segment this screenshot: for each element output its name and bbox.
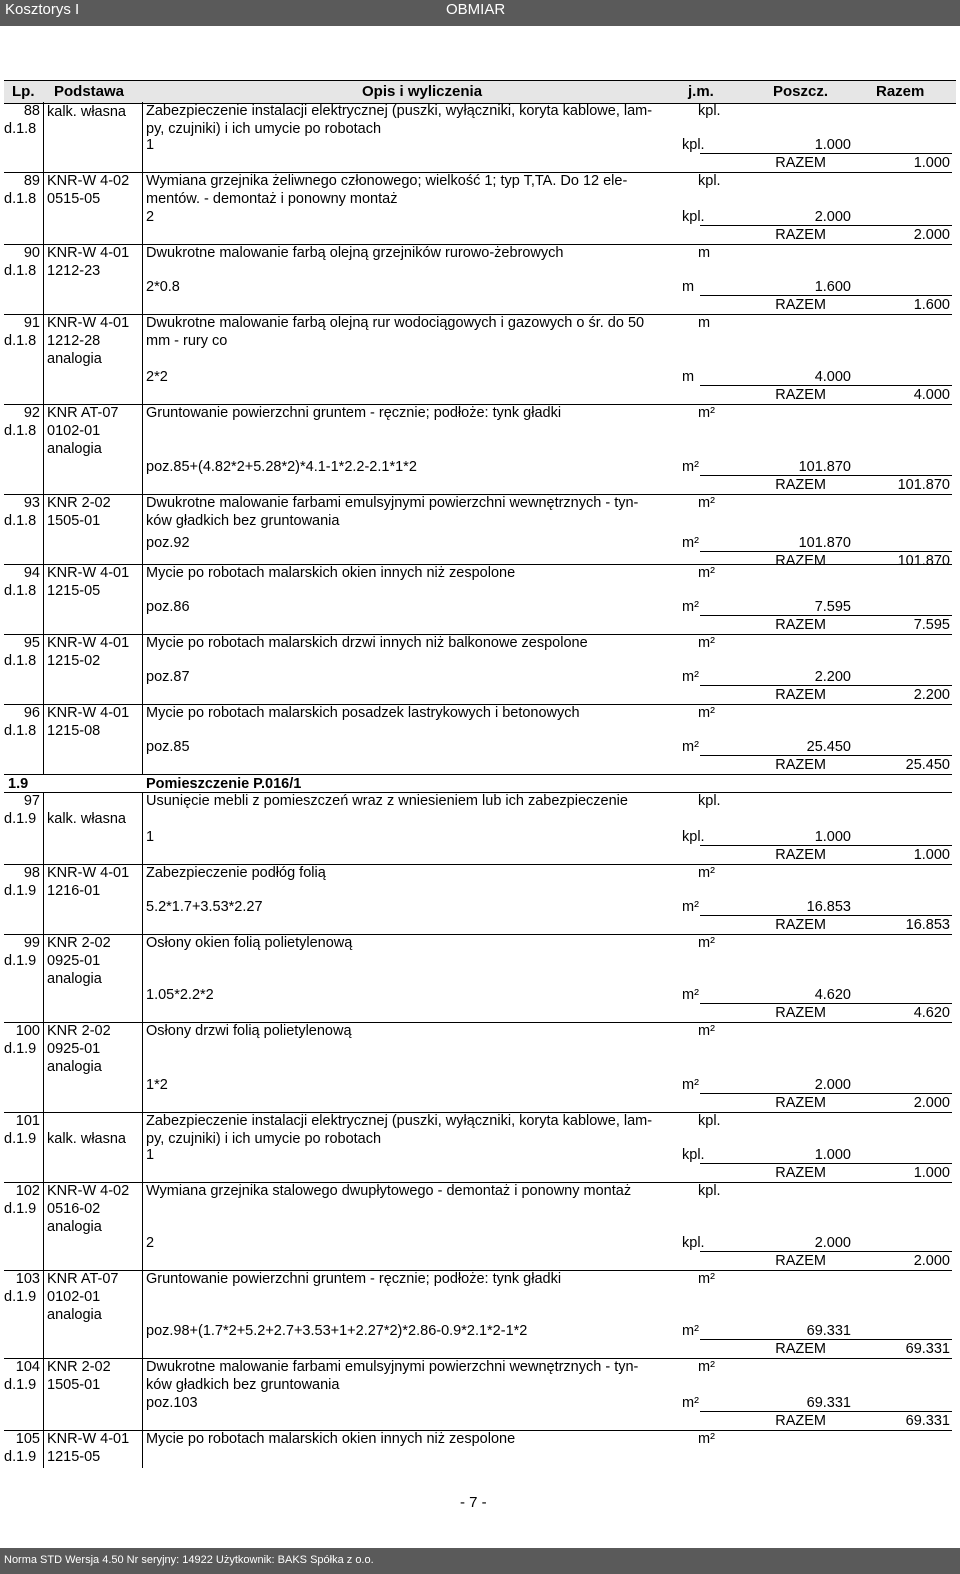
column-divider xyxy=(142,934,143,1022)
calc-expression: poz.103 xyxy=(146,1395,198,1411)
item-chapter: d.1.8 xyxy=(4,583,37,599)
item-description: mm - rury co xyxy=(146,333,228,349)
column-divider xyxy=(43,404,44,494)
razem-label: RAZEM xyxy=(775,1413,826,1429)
razem-value: 101.870 xyxy=(897,553,950,569)
item-unit: m² xyxy=(698,1023,715,1039)
item-description: Zabezpieczenie instalacji elektrycznej (puszki, wyłączniki, koryta kablowe, lam- xyxy=(146,1113,653,1129)
item-basis: 0102-01 xyxy=(47,423,101,439)
razem-label: RAZEM xyxy=(775,155,826,171)
razem-value: 7.595 xyxy=(913,617,950,633)
calc-expression: 1 xyxy=(146,1147,155,1163)
column-divider xyxy=(43,704,44,774)
calc-unit: m² xyxy=(682,459,699,475)
col-podstawa: Podstawa xyxy=(54,83,125,100)
footer-info: Norma STD Wersja 4.50 Nr seryjny: 14922 Użytkownik: BAKS Spółka z o.o. xyxy=(4,1554,374,1566)
item-basis: kalk. własna xyxy=(47,104,126,120)
razem-value: 1.000 xyxy=(913,155,950,171)
item-unit: m² xyxy=(698,1359,715,1375)
calc-expression: 2*0.8 xyxy=(146,279,180,295)
column-divider xyxy=(142,244,143,314)
column-divider xyxy=(142,634,143,704)
item-description: Usunięcie mebli z pomieszczeń wraz z wniesieniem lub ich zabezpieczenie xyxy=(146,793,628,809)
calc-expression: 1 xyxy=(146,829,155,845)
item-basis: KNR-W 4-01 xyxy=(47,315,130,331)
item-basis: 1215-02 xyxy=(47,653,101,669)
item-description: Dwukrotne malowanie farbą olejną rur wodociągowych i gazowych o śr. do 50 xyxy=(146,315,645,331)
subtotal-divider xyxy=(700,685,952,686)
column-divider xyxy=(43,1270,44,1358)
razem-value: 1.000 xyxy=(913,1165,950,1181)
razem-value: 69.331 xyxy=(905,1413,950,1429)
razem-label: RAZEM xyxy=(775,1095,826,1111)
subtotal-divider xyxy=(700,1251,952,1252)
subtotal-divider xyxy=(700,1093,952,1094)
item-chapter: d.1.9 xyxy=(4,1449,37,1465)
calc-value: 2.200 xyxy=(814,669,851,685)
item-basis: kalk. własna xyxy=(47,811,126,827)
subtotal-divider xyxy=(700,615,952,616)
item-description: Osłony drzwi folią polietylenową xyxy=(146,1023,352,1039)
item-number: 98 xyxy=(23,865,40,881)
item-chapter: d.1.9 xyxy=(4,953,37,969)
item-basis: analogia xyxy=(47,1059,102,1075)
column-divider xyxy=(142,172,143,244)
subtotal-divider xyxy=(700,1339,952,1340)
column-divider xyxy=(142,102,143,172)
subtotal-divider xyxy=(700,551,952,552)
razem-label: RAZEM xyxy=(775,1253,826,1269)
column-divider xyxy=(43,1022,44,1112)
calc-value: 2.000 xyxy=(814,1235,851,1251)
item-chapter: d.1.9 xyxy=(4,1041,37,1057)
calc-unit: m xyxy=(682,279,695,295)
calc-expression: poz.85 xyxy=(146,739,190,755)
item-description: Gruntowanie powierzchni gruntem - ręcznie; podłoże: tynk gładki xyxy=(146,405,562,421)
item-unit: m xyxy=(698,315,711,331)
item-basis: KNR-W 4-01 xyxy=(47,635,130,651)
item-basis: KNR-W 4-02 xyxy=(47,173,130,189)
column-divider xyxy=(142,494,143,564)
razem-label: RAZEM xyxy=(775,687,826,703)
item-basis: analogia xyxy=(47,1307,102,1323)
item-basis: 1216-01 xyxy=(47,883,101,899)
calc-unit: m² xyxy=(682,1323,699,1339)
column-divider xyxy=(142,1358,143,1430)
column-divider xyxy=(43,792,44,864)
razem-label: RAZEM xyxy=(775,917,826,933)
razem-label: RAZEM xyxy=(775,227,826,243)
calc-expression: poz.98+(1.7*2+5.2+2.7+3.53+1+2.27*2)*2.86-0.9*2.1*2-1*2 xyxy=(146,1323,528,1339)
item-number: 95 xyxy=(23,635,40,651)
item-number: 104 xyxy=(15,1359,40,1375)
item-description: Dwukrotne malowanie farbą olejną grzejników rurowo-żebrowych xyxy=(146,245,564,261)
razem-value: 101.870 xyxy=(897,477,950,493)
item-description: Mycie po robotach malarskich drzwi innych niż balkonowe zespolone xyxy=(146,635,588,651)
column-divider xyxy=(43,1182,44,1270)
item-number: 103 xyxy=(15,1271,40,1287)
item-basis: 0515-05 xyxy=(47,191,101,207)
item-description: py, czujniki) i ich umycie po robotach xyxy=(146,121,382,137)
item-basis: analogia xyxy=(47,1219,102,1235)
item-number: 97 xyxy=(23,793,40,809)
calc-expression: 1 xyxy=(146,137,155,153)
item-basis: KNR-W 4-01 xyxy=(47,705,130,721)
item-chapter: d.1.9 xyxy=(4,883,37,899)
subtotal-divider xyxy=(700,295,952,296)
calc-value: 1.000 xyxy=(814,1147,851,1163)
footer-bar xyxy=(0,1548,960,1574)
column-divider xyxy=(43,102,44,172)
razem-value: 25.450 xyxy=(905,757,950,773)
item-basis: analogia xyxy=(47,971,102,987)
item-basis: KNR AT-07 xyxy=(47,1271,119,1287)
item-basis: 1215-05 xyxy=(47,583,101,599)
razem-label: RAZEM xyxy=(775,553,826,569)
column-divider xyxy=(43,494,44,564)
item-basis: KNR 2-02 xyxy=(47,1359,111,1375)
item-basis: 1212-28 xyxy=(47,333,101,349)
column-divider xyxy=(142,1270,143,1358)
razem-label: RAZEM xyxy=(775,387,826,403)
item-number: 96 xyxy=(23,705,40,721)
calc-value: 2.000 xyxy=(814,1077,851,1093)
item-description: Gruntowanie powierzchni gruntem - ręcznie; podłoże: tynk gładki xyxy=(146,1271,562,1287)
item-chapter: d.1.8 xyxy=(4,333,37,349)
item-description: Mycie po robotach malarskich okien innych niż zespolone xyxy=(146,1431,516,1447)
razem-value: 2.200 xyxy=(913,687,950,703)
item-basis: 1505-01 xyxy=(47,1377,101,1393)
razem-label: RAZEM xyxy=(775,1165,826,1181)
item-unit: kpl. xyxy=(698,103,721,119)
item-chapter: d.1.9 xyxy=(4,1377,37,1393)
calc-value: 25.450 xyxy=(806,739,851,755)
subtotal-divider xyxy=(700,915,952,916)
razem-value: 2.000 xyxy=(913,1095,950,1111)
item-basis: KNR AT-07 xyxy=(47,405,119,421)
calc-expression: 2 xyxy=(146,1235,155,1251)
item-unit: m² xyxy=(698,935,715,951)
item-description: Wymiana grzejnika żeliwnego członowego; wielkość 1; typ T,TA. Do 12 ele- xyxy=(146,173,628,189)
page-number: - 7 - xyxy=(460,1494,487,1511)
item-unit: kpl. xyxy=(698,173,721,189)
calc-value: 101.870 xyxy=(798,459,851,475)
item-basis: KNR-W 4-01 xyxy=(47,1431,130,1447)
calc-expression: 2 xyxy=(146,209,155,225)
item-basis: 0516-02 xyxy=(47,1201,101,1217)
subtotal-divider xyxy=(700,475,952,476)
item-description: Zabezpieczenie instalacji elektrycznej (puszki, wyłączniki, koryta kablowe, lam- xyxy=(146,103,653,119)
column-divider xyxy=(43,864,44,934)
razem-value: 69.331 xyxy=(905,1341,950,1357)
calc-unit: m² xyxy=(682,739,699,755)
item-basis: 0925-01 xyxy=(47,953,101,969)
column-divider xyxy=(142,1182,143,1270)
column-header-row xyxy=(4,80,956,104)
razem-value: 16.853 xyxy=(905,917,950,933)
calc-value: 16.853 xyxy=(806,899,851,915)
item-basis: 0102-01 xyxy=(47,1289,101,1305)
item-number: 101 xyxy=(15,1113,40,1129)
calc-unit: m² xyxy=(682,1395,699,1411)
item-basis: KNR-W 4-01 xyxy=(47,245,130,261)
item-chapter: d.1.9 xyxy=(4,1289,37,1305)
col-opis: Opis i wyliczenia xyxy=(362,83,483,100)
item-chapter: d.1.9 xyxy=(4,1201,37,1217)
item-basis: 1215-05 xyxy=(47,1449,101,1465)
column-divider xyxy=(142,1022,143,1112)
calc-unit: kpl. xyxy=(682,209,705,225)
column-divider xyxy=(43,172,44,244)
item-description: Wymiana grzejnika stalowego dwupłytowego - demontaż i ponowny montaż xyxy=(146,1183,632,1199)
item-basis: KNR 2-02 xyxy=(47,1023,111,1039)
item-chapter: d.1.8 xyxy=(4,423,37,439)
calc-value: 2.000 xyxy=(814,209,851,225)
item-number: 94 xyxy=(23,565,40,581)
subtotal-divider xyxy=(700,153,952,154)
item-unit: kpl. xyxy=(698,1113,721,1129)
subtotal-divider xyxy=(700,845,952,846)
item-unit: m² xyxy=(698,1431,715,1447)
column-divider xyxy=(142,864,143,934)
col-jm: j.m. xyxy=(688,83,714,100)
razem-label: RAZEM xyxy=(775,757,826,773)
column-divider xyxy=(142,1430,143,1468)
column-divider xyxy=(43,634,44,704)
item-basis: 1212-23 xyxy=(47,263,101,279)
item-basis: 1215-08 xyxy=(47,723,101,739)
item-basis: KNR-W 4-01 xyxy=(47,565,130,581)
calc-value: 1.600 xyxy=(814,279,851,295)
item-description: Mycie po robotach malarskich okien innych niż zespolone xyxy=(146,565,516,581)
calc-value: 101.870 xyxy=(798,535,851,551)
item-chapter: d.1.9 xyxy=(4,811,37,827)
item-unit: m² xyxy=(698,565,715,581)
calc-value: 1.000 xyxy=(814,137,851,153)
calc-unit: m² xyxy=(682,987,699,1003)
calc-unit: m² xyxy=(682,669,699,685)
column-divider xyxy=(43,1430,44,1468)
col-razem: Razem xyxy=(876,83,925,100)
subtotal-divider xyxy=(700,1003,952,1004)
subtotal-divider xyxy=(700,1411,952,1412)
item-description: mentów. - demontaż i ponowny montaż xyxy=(146,191,398,207)
item-description: Zabezpieczenie podłóg folią xyxy=(146,865,326,881)
calc-expression: 2*2 xyxy=(146,369,168,385)
item-basis: analogia xyxy=(47,441,102,457)
calc-unit: m² xyxy=(682,599,699,615)
calc-unit: m² xyxy=(682,535,699,551)
item-number: 90 xyxy=(23,245,40,261)
item-number: 99 xyxy=(23,935,40,951)
item-basis: kalk. własna xyxy=(47,1131,126,1147)
calc-value: 4.620 xyxy=(814,987,851,1003)
column-divider xyxy=(43,244,44,314)
calc-expression: 5.2*1.7+3.53*2.27 xyxy=(146,899,263,915)
item-basis: KNR 2-02 xyxy=(47,935,111,951)
item-number: 93 xyxy=(23,495,40,511)
subtotal-divider xyxy=(700,225,952,226)
item-unit: m² xyxy=(698,635,715,651)
calc-value: 69.331 xyxy=(806,1323,851,1339)
item-description: py, czujniki) i ich umycie po robotach xyxy=(146,1131,382,1147)
item-description: ków gładkich bez gruntowania xyxy=(146,1377,340,1393)
item-number: 92 xyxy=(23,405,40,421)
razem-value: 1.000 xyxy=(913,847,950,863)
col-lp: Lp. xyxy=(12,83,35,100)
calc-value: 69.331 xyxy=(806,1395,851,1411)
header-title: Kosztorys I xyxy=(5,1,80,18)
item-basis: KNR-W 4-01 xyxy=(47,865,130,881)
column-divider xyxy=(43,314,44,404)
calc-expression: poz.92 xyxy=(146,535,190,551)
subtotal-divider xyxy=(700,755,952,756)
razem-label: RAZEM xyxy=(775,297,826,313)
calc-unit: m² xyxy=(682,1077,699,1093)
item-basis: 0925-01 xyxy=(47,1041,101,1057)
calc-unit: kpl. xyxy=(682,137,705,153)
subtotal-divider xyxy=(700,385,952,386)
item-number: 91 xyxy=(23,315,40,331)
item-chapter: d.1.9 xyxy=(4,1131,37,1147)
column-divider xyxy=(142,792,143,864)
column-divider xyxy=(142,564,143,634)
item-description: ków gładkich bez gruntowania xyxy=(146,513,340,529)
column-divider xyxy=(142,404,143,494)
razem-value: 4.000 xyxy=(913,387,950,403)
razem-value: 2.000 xyxy=(913,1253,950,1269)
column-divider xyxy=(43,1358,44,1430)
calc-expression: 1.05*2.2*2 xyxy=(146,987,214,1003)
item-chapter: d.1.8 xyxy=(4,723,37,739)
item-description: Dwukrotne malowanie farbami emulsyjnymi powierzchni wewnętrznych - tyn- xyxy=(146,1359,639,1375)
item-unit: kpl. xyxy=(698,793,721,809)
razem-label: RAZEM xyxy=(775,477,826,493)
item-number: 102 xyxy=(15,1183,40,1199)
calc-unit: m xyxy=(682,369,695,385)
calc-unit: m² xyxy=(682,899,699,915)
section-number: 1.9 xyxy=(8,776,29,792)
item-unit: m² xyxy=(698,1271,715,1287)
item-number: 105 xyxy=(15,1431,40,1447)
subtotal-divider xyxy=(700,1163,952,1164)
item-unit: m² xyxy=(698,705,715,721)
razem-value: 2.000 xyxy=(913,227,950,243)
item-chapter: d.1.8 xyxy=(4,191,37,207)
column-divider xyxy=(43,1112,44,1182)
item-unit: kpl. xyxy=(698,1183,721,1199)
item-basis: analogia xyxy=(47,351,102,367)
calc-expression: poz.86 xyxy=(146,599,190,615)
calc-unit: kpl. xyxy=(682,1235,705,1251)
item-unit: m² xyxy=(698,495,715,511)
item-chapter: d.1.8 xyxy=(4,653,37,669)
item-unit: m xyxy=(698,245,711,261)
calc-value: 1.000 xyxy=(814,829,851,845)
calc-value: 4.000 xyxy=(814,369,851,385)
calc-expression: 1*2 xyxy=(146,1077,168,1093)
column-divider xyxy=(142,704,143,774)
item-unit: m² xyxy=(698,865,715,881)
item-basis: 1505-01 xyxy=(47,513,101,529)
col-poszcz: Poszcz. xyxy=(773,83,829,100)
item-description: Dwukrotne malowanie farbami emulsyjnymi powierzchni wewnętrznych - tyn- xyxy=(146,495,639,511)
calc-unit: kpl. xyxy=(682,829,705,845)
item-chapter: d.1.8 xyxy=(4,263,37,279)
column-divider xyxy=(142,314,143,404)
calc-value: 7.595 xyxy=(814,599,851,615)
item-number: 88 xyxy=(23,103,40,119)
razem-value: 1.600 xyxy=(913,297,950,313)
item-unit: m² xyxy=(698,405,715,421)
razem-label: RAZEM xyxy=(775,847,826,863)
razem-label: RAZEM xyxy=(775,1005,826,1021)
column-divider xyxy=(43,564,44,634)
item-basis: KNR-W 4-02 xyxy=(47,1183,130,1199)
razem-label: RAZEM xyxy=(775,617,826,633)
column-divider xyxy=(43,934,44,1022)
item-chapter: d.1.8 xyxy=(4,513,37,529)
item-number: 100 xyxy=(15,1023,40,1039)
calc-unit: kpl. xyxy=(682,1147,705,1163)
header-section: OBMIAR xyxy=(446,1,506,18)
item-chapter: d.1.8 xyxy=(4,121,37,137)
razem-label: RAZEM xyxy=(775,1341,826,1357)
item-description: Osłony okien folią polietylenową xyxy=(146,935,353,951)
header-bar xyxy=(0,0,960,26)
column-divider xyxy=(142,1112,143,1182)
razem-value: 4.620 xyxy=(913,1005,950,1021)
calc-expression: poz.87 xyxy=(146,669,190,685)
item-number: 89 xyxy=(23,173,40,189)
item-description: Mycie po robotach malarskich posadzek lastrykowych i betonowych xyxy=(146,705,580,721)
calc-expression: poz.85+(4.82*2+5.28*2)*4.1-1*2.2-2.1*1*2 xyxy=(146,459,417,475)
item-basis: KNR 2-02 xyxy=(47,495,111,511)
section-title: Pomieszczenie P.016/1 xyxy=(146,776,302,792)
